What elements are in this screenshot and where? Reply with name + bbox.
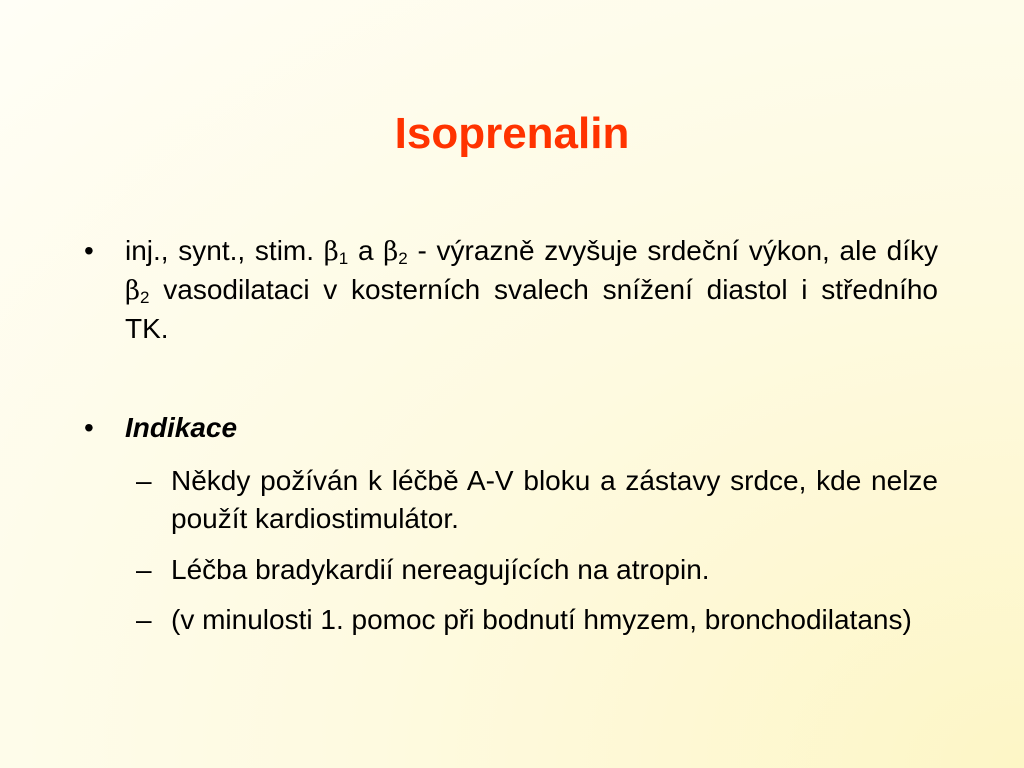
text-lead: inj., synt., stim. [125,235,315,266]
indications-heading [125,409,938,447]
text-and: a [357,235,374,266]
dash-mark: – [136,465,152,496]
dash-mark: – [136,554,152,585]
bullet-mechanism-text [125,232,938,348]
text-rest: vasodilataci v kosterních svalech snížení diastol i středního TK. [125,274,939,344]
bullet-mechanism [84,232,938,348]
beta-symbol: β [125,276,141,306]
slide-title: Isoprenalin [394,109,630,158]
beta-symbol: β [383,237,399,267]
subscript-1: 1 [338,249,349,268]
dash-mark: – [136,604,152,635]
bullet-mark: • [84,412,94,443]
indication-item [136,551,938,589]
bullet-indications [84,409,938,447]
indication-text: (v minulosti 1. pomoc při bodnutí hmyzem, bronchodilatans) [171,604,912,635]
indications-label: Indikace [125,412,238,443]
indication-item [136,462,938,538]
indication-text: Někdy požíván k léčbě A-V bloku a zástavy srdce, kde nelze použít kardiostimulátor. [171,465,938,534]
subscript-2: 2 [398,249,408,268]
subscript-2-second: 2 [140,288,150,307]
text-middle: - výrazně zvyšuje srdeční výkon, ale díky [417,235,938,266]
indication-text: Léčba bradykardií nereagujících na atropin. [171,554,710,585]
indication-item [136,601,938,639]
beta-symbol: β [323,237,339,267]
bullet-mark: • [84,235,94,266]
